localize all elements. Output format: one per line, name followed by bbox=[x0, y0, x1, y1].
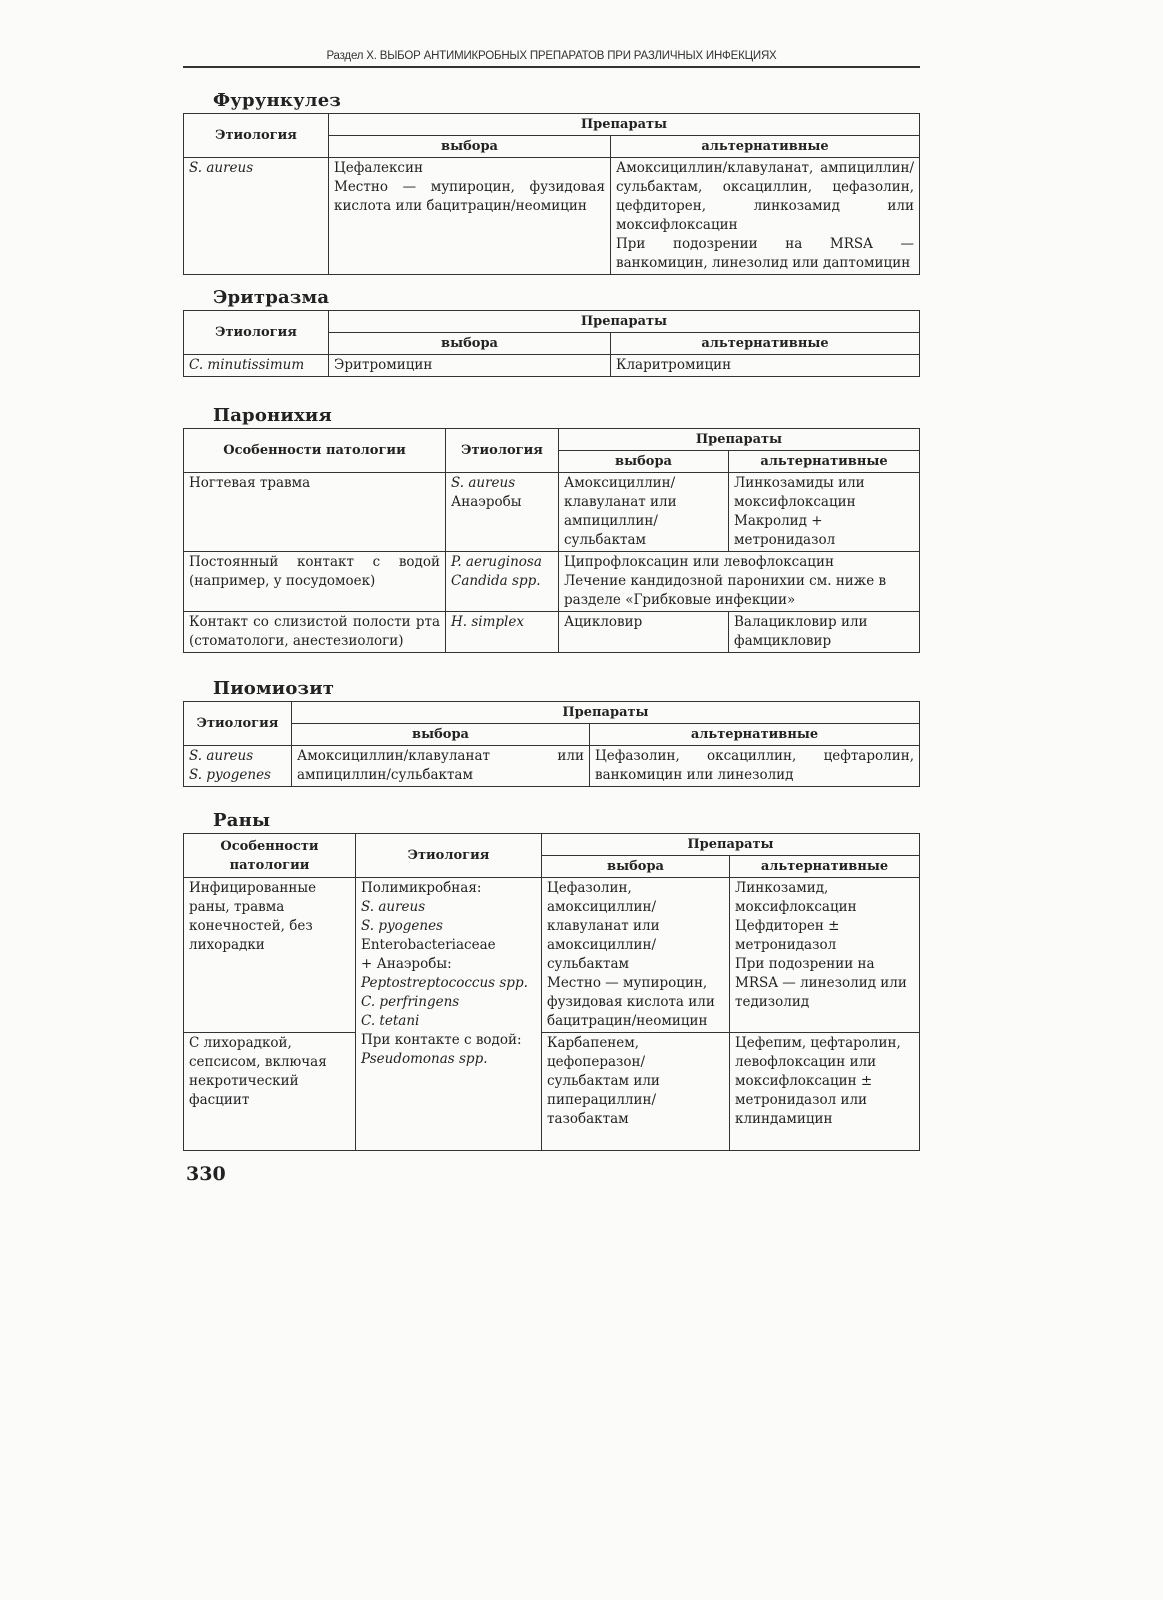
alt-cell: Цефазолин, оксациллин, цефтаролин, ванкомицин или линезолид bbox=[590, 746, 920, 787]
feature-cell: Контакт со слизистой полости рта (стоматологи, анестезиологи) bbox=[184, 612, 446, 653]
th-choice: выбора bbox=[542, 856, 730, 878]
alt-cell: Амоксициллин/клавуланат, ампициллин/сульбактам, оксациллин, цефазолин, цефдиторен, линкозамид или моксифлоксацин При подозрении на MRSA — ванкомицин, линезолид или даптомицин bbox=[611, 158, 920, 275]
th-etiology: Этиология bbox=[446, 429, 559, 473]
th-choice: выбора bbox=[329, 333, 611, 355]
section-pyomyositis bbox=[183, 678, 920, 787]
choice-cell: Амоксициллин/клавуланат или ампициллин/сульбактам bbox=[559, 473, 729, 552]
section-title: Фурункулез bbox=[213, 90, 342, 111]
choice-cell: Цефалексин Местно — мупироцин, фузидовая кислота или бацитрацин/неомицин bbox=[329, 158, 611, 275]
page-number: 330 bbox=[186, 1163, 226, 1185]
feature-cell: Постоянный контакт с водой (например, у посудомоек) bbox=[184, 552, 446, 612]
th-drugs: Препараты bbox=[542, 834, 920, 856]
etiology-cell: S. aureus bbox=[184, 158, 329, 275]
choice-cell: Цефазолин, амоксициллин/клавуланат или амоксициллин/сульбактам Местно — мупироцин, фузидовая кислота или бацитрацин/неомицин bbox=[542, 878, 730, 1033]
alt-cell: Цефепим, цефтаролин, левофлоксацин или моксифлоксацин ± метронидазол или клиндамицин bbox=[730, 1033, 920, 1151]
paronychia-table bbox=[183, 428, 920, 653]
alt-cell: Линкозамид, моксифлоксацин Цефдиторен ± метронидазол При подозрении на MRSA — линезолид или тедизолид bbox=[730, 878, 920, 1033]
erythrasma-table bbox=[183, 310, 920, 377]
th-drugs: Препараты bbox=[329, 311, 920, 333]
alt-cell: Валацикловир или фамцикловир bbox=[729, 612, 920, 653]
running-header: Раздел X. ВЫБОР АНТИМИКРОБНЫХ ПРЕПАРАТОВ ПРИ РАЗЛИЧНЫХ ИНФЕКЦИЯХ bbox=[183, 50, 920, 68]
th-etiology: Этиология bbox=[184, 311, 329, 355]
th-choice: выбора bbox=[292, 724, 590, 746]
section-title: Паронихия bbox=[213, 405, 332, 426]
th-drugs: Препараты bbox=[329, 114, 920, 136]
choice-cell: Ацикловир bbox=[559, 612, 729, 653]
th-alt: альтернативные bbox=[730, 856, 920, 878]
th-etiology: Этиология bbox=[356, 834, 542, 878]
etiology-cell: S. aureus S. pyogenes bbox=[184, 746, 292, 787]
feature-cell: С лихорадкой, сепсисом, включая некротический фасциит bbox=[184, 1033, 356, 1151]
alt-cell: Линкозамиды или моксифлоксацин Макролид + метронидазол bbox=[729, 473, 920, 552]
th-alt: альтернативные bbox=[611, 333, 920, 355]
feature-cell: Инфицированные раны, травма конечностей, без лихорадки bbox=[184, 878, 356, 1033]
alt-cell: Кларитромицин bbox=[611, 355, 920, 377]
pyomyositis-table bbox=[183, 701, 920, 787]
section-title: Пиомиозит bbox=[213, 678, 335, 699]
section-title: Эритразма bbox=[213, 287, 330, 308]
th-drugs: Препараты bbox=[292, 702, 920, 724]
section-title: Раны bbox=[213, 810, 271, 831]
choice-cell: Амоксициллин/клавуланат или ампициллин/сульбактам bbox=[292, 746, 590, 787]
th-drugs: Препараты bbox=[559, 429, 920, 451]
th-features: Особенности патологии bbox=[184, 429, 446, 473]
th-alt: альтернативные bbox=[611, 136, 920, 158]
th-choice: выбора bbox=[559, 451, 729, 473]
etiology-cell: C. minutissimum bbox=[184, 355, 329, 377]
etiology-cell: P. aeruginosa Candida spp. bbox=[446, 552, 559, 612]
th-choice: выбора bbox=[329, 136, 611, 158]
merged-drugs-cell: Ципрофлоксацин или левофлоксацин Лечение кандидозной паронихии см. ниже в разделе «Грибковые инфекции» bbox=[559, 552, 920, 612]
choice-cell: Карбапенем, цефоперазон/сульбактам или пиперациллин/тазобактам bbox=[542, 1033, 730, 1151]
th-etiology: Этиология bbox=[184, 114, 329, 158]
th-etiology: Этиология bbox=[184, 702, 292, 746]
etiology-cell: Полимикробная: S. aureus S. pyogenes Enterobacteriaceae + Анаэробы: Peptostreptococcus spp. C. perfringens C. tetani При контакте с водой: Pseudomonas spp. bbox=[356, 878, 542, 1151]
section-wounds bbox=[183, 810, 920, 1151]
etiology-cell: S. aureus Анаэробы bbox=[446, 473, 559, 552]
etiology-cell: H. simplex bbox=[446, 612, 559, 653]
feature-cell: Ногтевая травма bbox=[184, 473, 446, 552]
section-paronychia bbox=[183, 405, 920, 653]
th-alt: альтернативные bbox=[590, 724, 920, 746]
section-furunculosis bbox=[183, 90, 920, 275]
th-alt: альтернативные bbox=[729, 451, 920, 473]
section-erythrasma bbox=[183, 287, 920, 377]
wounds-table bbox=[183, 833, 920, 1151]
furunculosis-table bbox=[183, 113, 920, 275]
th-features: Особенности патологии bbox=[184, 834, 356, 878]
choice-cell: Эритромицин bbox=[329, 355, 611, 377]
